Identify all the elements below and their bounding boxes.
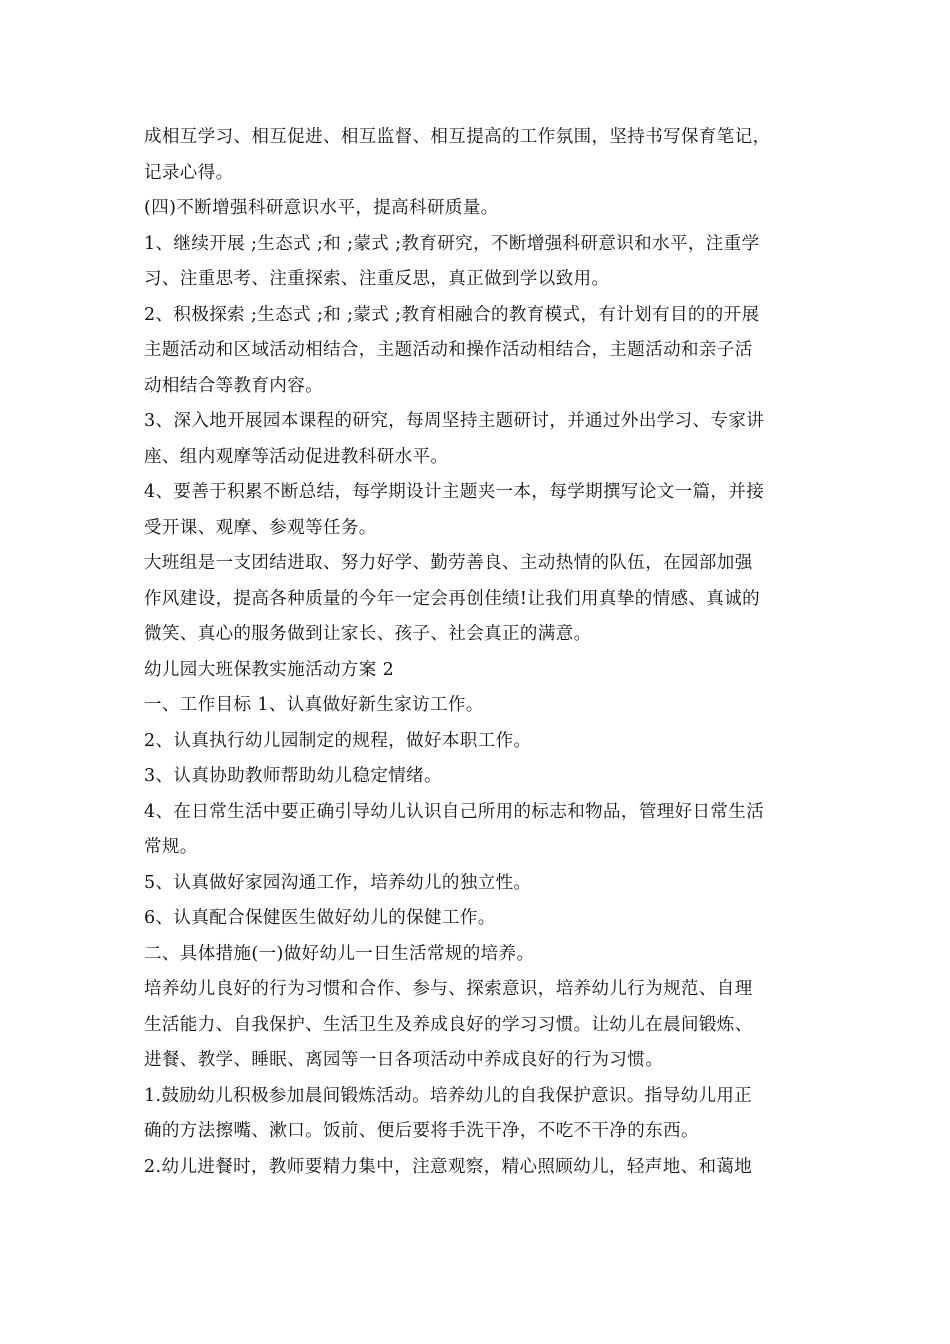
text-line: 一、工作目标 1、认真做好新生家访工作。 <box>144 695 484 715</box>
text-line: 4、在日常生活中要正确引导幼儿认识自己所用的标志和物品，管理好日常生活 <box>144 801 765 822</box>
text-line: 2、积极探索 ;生态式 ;和 ;蒙式 ;教育相融合的教育模式，有计划有目的的开展 <box>144 304 760 325</box>
text-line: 大班组是一支团结进取、努力好学、勤劳善良、主动热情的队伍，在园部加强 <box>144 553 753 573</box>
text-line: 受开课、观摩、参观等任务。 <box>144 517 377 538</box>
text-line: 6、认真配合保健医生做好幼儿的保健工作。 <box>144 908 496 928</box>
text-line: 2.幼儿进餐时，教师要精力集中，注意观察，精心照顾幼儿，轻声地、和蔼地 <box>144 1156 753 1177</box>
text-line: 1、继续开展 ;生态式 ;和 ;蒙式 ;教育研究，不断增强科研意识和水平，注重学 <box>144 233 760 254</box>
text-line: 生活能力、自我保护、生活卫生及养成良好的学习习惯。让幼儿在晨间锻炼、 <box>144 1014 753 1035</box>
text-line: 作风建设，提高各种质量的今年一定会再创佳绩!让我们用真挚的情感、真诚的 <box>144 588 761 609</box>
text-line: 2、认真执行幼儿园制定的规程，做好本职工作。 <box>144 730 532 751</box>
document-body <box>144 120 814 1185</box>
text-line: 习、注重思考、注重探索、注重反思，真正做到学以致用。 <box>144 269 610 289</box>
text-line: 主题活动和区域活动相结合，主题活动和操作活动相结合，主题活动和亲子活 <box>144 340 753 360</box>
text-line: 5、认真做好家园沟通工作，培养幼儿的独立性。 <box>144 872 532 893</box>
document-title: 幼儿园大班保教实施活动方案 2 <box>144 659 395 680</box>
section-heading: 二、具体措施(一)做好幼儿一日生活常规的培养。 <box>144 943 535 964</box>
text-line: 成相互学习、相互促进、相互监督、相互提高的工作氛围，坚持书写保育笔记， <box>144 127 771 147</box>
text-line: 确的方法擦嘴、漱口。饭前、便后要将手洗干净，不吃不干净的东西。 <box>144 1121 699 1141</box>
text-line: 培养幼儿良好的行为习惯和合作、参与、探索意识，培养幼儿行为规范、自理 <box>144 979 753 999</box>
text-line: 动相结合等教育内容。 <box>144 375 323 396</box>
text-line: 常规。 <box>144 837 198 857</box>
text-line: 进餐、教学、睡眠、离园等一日各项活动中养成良好的行为习惯。 <box>144 1050 664 1070</box>
text-line: 记录心得。 <box>144 162 234 183</box>
text-line: 3、认真协助教师帮助幼儿稳定情绪。 <box>144 766 442 786</box>
text-line: 1.鼓励幼儿积极参加晨间锻炼活动。培养幼儿的自我保护意识。指导幼儿用正 <box>144 1085 753 1106</box>
text-line: 座、组内观摩等活动促进教科研水平。 <box>144 446 449 467</box>
text-line: 微笑、真心的服务做到让家长、孩子、社会真正的满意。 <box>144 624 592 644</box>
text-line: 4、要善于积累不断总结，每学期设计主题夹一本，每学期撰写论文一篇，并接 <box>144 482 765 502</box>
text-line: 3、深入地开展园本课程的研究，每周坚持主题研讨，并通过外出学习、专家讲 <box>144 411 765 431</box>
section-heading: (四)不断增强科研意识水平，提高科研质量。 <box>144 198 499 218</box>
